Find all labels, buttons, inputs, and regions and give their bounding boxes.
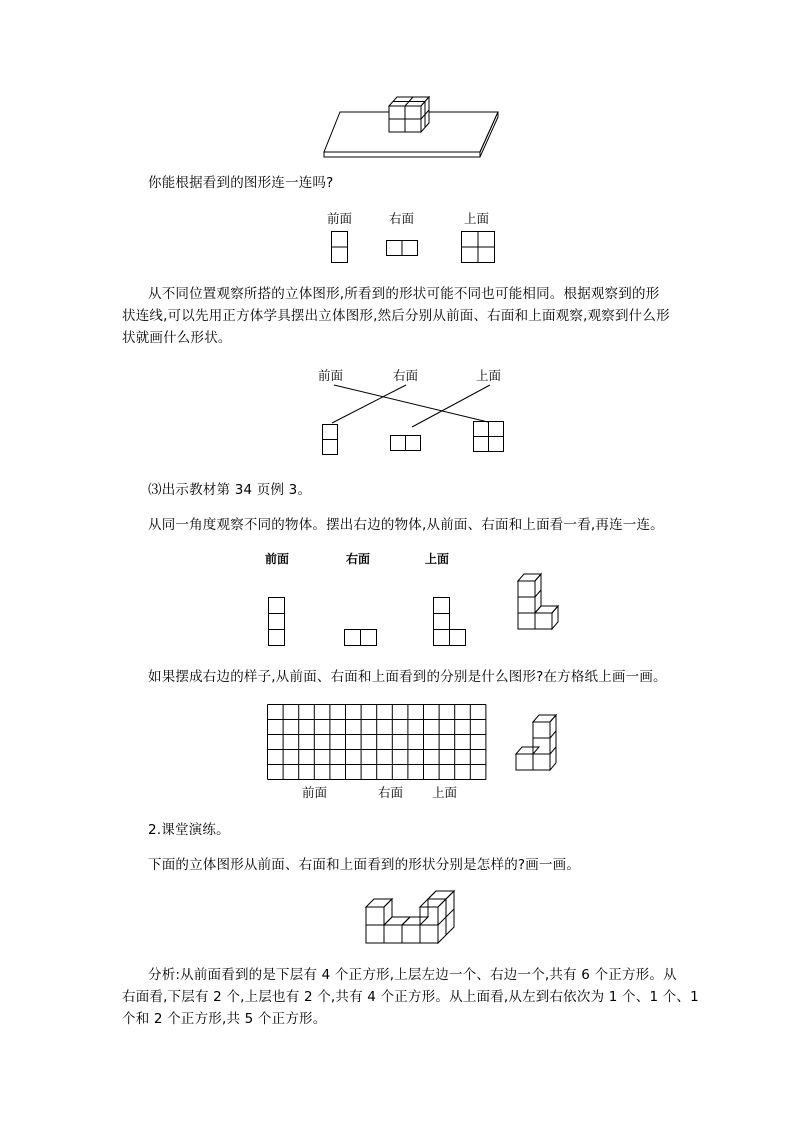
analysis-line-3: 个和 2 个正方形,共 5 个正方形。 xyxy=(122,1011,327,1027)
step-3-description: 从同一角度观察不同的物体。摆出右边的物体,从前面、右面和上面看一看,再连一连。 xyxy=(148,517,664,533)
top-view-shape-3 xyxy=(433,597,469,649)
label-front-3: 前面 xyxy=(265,552,290,566)
step-block-figure xyxy=(514,713,558,771)
label-right-4: 右面 xyxy=(378,785,404,800)
label-right-2: 右面 xyxy=(393,368,419,383)
front-view-shape-1 xyxy=(331,231,349,265)
grid-paper xyxy=(267,704,491,782)
label-front-4: 前面 xyxy=(302,785,328,800)
label-top-2: 上面 xyxy=(476,368,502,383)
intro-question: 你能根据看到的图形连一连吗? xyxy=(148,175,334,191)
cube-on-platform-figure xyxy=(322,94,502,160)
label-top-1: 上面 xyxy=(464,211,490,226)
front-view-shape-3 xyxy=(268,597,288,649)
analysis-line-1: 分析:从前面看到的是下层有 4 个正方形,上层左边一个、右边一个,共有 6 个正方形。从 xyxy=(148,967,677,983)
right-view-shape-2 xyxy=(390,435,424,453)
step-3-heading: ⑶出示教材第 34 页例 3。 xyxy=(148,482,312,498)
step-3-question: 如果摆成右边的样子,从前面、右面和上面看到的分别是什么图形?在方格纸上画一画。 xyxy=(148,669,667,685)
label-right-1: 右面 xyxy=(389,211,415,226)
paragraph-1-line-3: 状就画什么形状。 xyxy=(122,330,232,346)
paragraph-1-line-1: 从不同位置观察所搭的立体图形,所看到的形状可能不同也可能相同。根据观察到的形 xyxy=(148,286,660,302)
top-view-shape-1 xyxy=(461,231,497,265)
analysis-line-2: 右面看,下层有 2 个,上层也有 2 个,共有 4 个正方形。从上面看,从左到右依次为 1 个、1 个、1 xyxy=(122,989,699,1005)
right-view-shape-3 xyxy=(344,629,380,649)
section-2-heading: 2.课堂演练。 xyxy=(148,822,230,838)
l-shaped-block-figure xyxy=(516,572,560,630)
paragraph-1-line-2: 状连线,可以先用正方体学具摆出立体图形,然后分别从前面、右面和上面观察,观察到什么形 xyxy=(122,308,670,324)
label-top-3: 上面 xyxy=(425,552,450,566)
top-view-shape-2 xyxy=(473,421,507,455)
right-view-shape-1 xyxy=(386,240,420,258)
label-top-4: 上面 xyxy=(432,785,458,800)
label-front-2: 前面 xyxy=(318,368,344,383)
label-right-3: 右面 xyxy=(346,552,371,566)
front-view-shape-2 xyxy=(322,424,340,458)
section-2-question: 下面的立体图形从前面、右面和上面看到的形状分别是怎样的?画一画。 xyxy=(148,857,581,873)
label-front-1: 前面 xyxy=(327,211,353,226)
u-shaped-block-figure xyxy=(364,888,460,946)
